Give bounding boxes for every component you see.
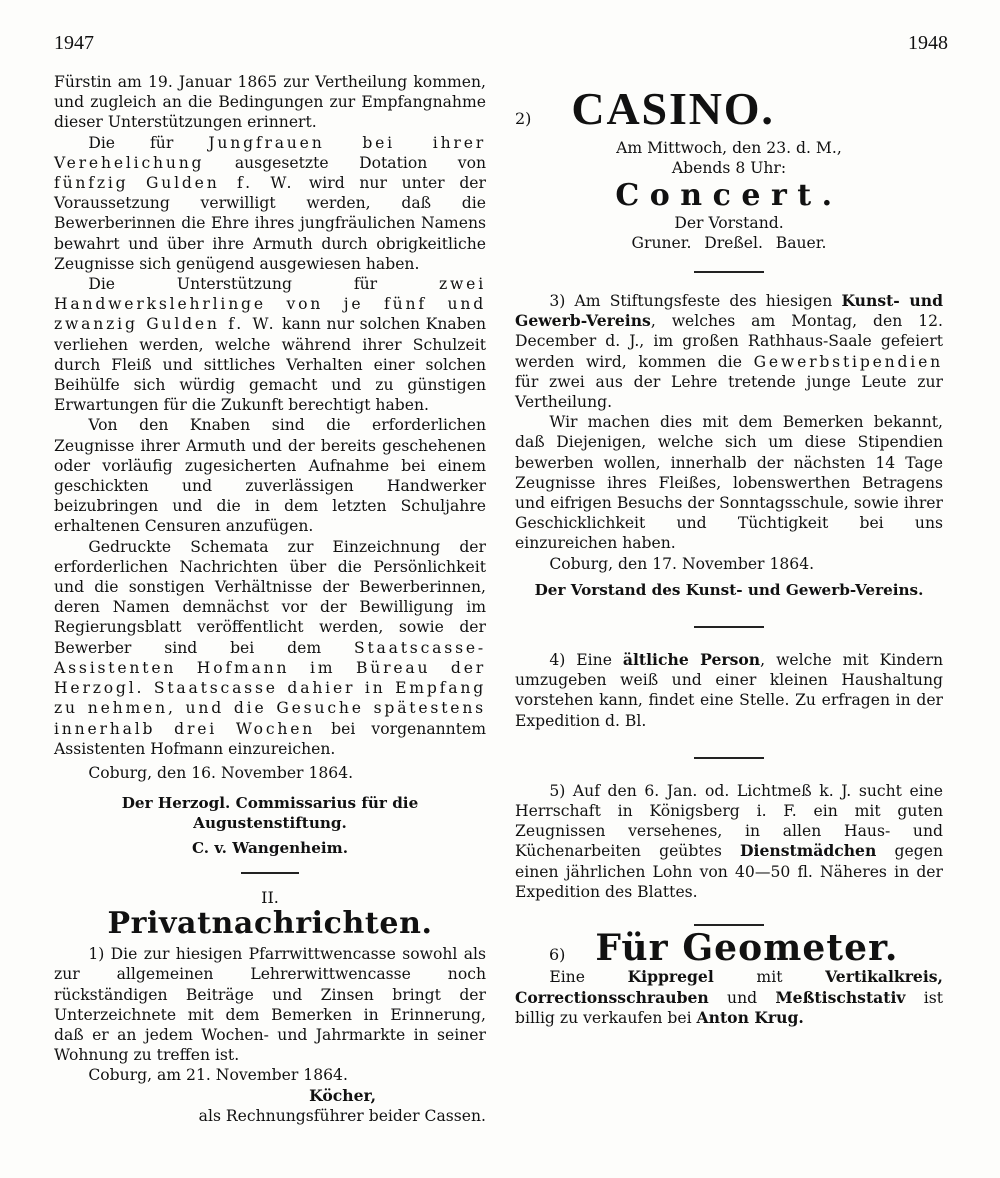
left-column [54,72,486,1126]
notice-3-signature: Der Vorstand des Kunst- und Gewerb-Vereins. [534,580,924,599]
notice-1: 1) Die zur hiesigen Pfarrwittwencasse sowohl als zur allgemeinen Lehrerwittwencasse noch rückständigen Beiträge und Zinsen bringt der Unterzeichnete mit dem Bemerken in Erinnerung, daß er an jedem Wochen- und Jahrmarkte in seiner Wohnung zu treffen ist. [54,945,486,1065]
page-number-right: 1948 [908,32,948,54]
dateline: Coburg, den 16. November 1864. [88,763,354,782]
right-column [515,72,943,1028]
paragraph-continuation: Fürstin am 19. Januar 1865 zur Vertheilung kommen, und zugleich an die Bedingungen zur Empfangnahme dieser Unterstützungen erinnert. [54,73,486,132]
notice-4: 4) Eine ältliche Person, welche mit Kindern umzugeben weiß und einer kleinen Haushaltung vorstehen kann, findet eine Stelle. Zu erfragen in der Expedition d. Bl. [515,650,943,730]
paragraph-certificates: Von den Knaben sind die erforderlichen Zeugnisse ihrer Armuth und der bereits geschehenen oder vorläufig zugesicherten Aufnahme bei einem geschickten und zuverlässigen Handwerker beizubringen und die in dem letzten Schuljahre erhaltenen Censuren anzufügen. [54,416,486,536]
notice-3-paragraph-2: Wir machen dies mit dem Bemerken bekannt, daß Diejenigen, welche sich um diese Stipendien bewerben wollen, innerhalb der nächsten 14 Tage Zeugnisse ihres Fleißes, lobenswerthen Betragens und eifrigen Besuchs der Sonntagsschule, sowie ihrer Geschicklichkeit und Tüchtigkeit bei uns einzureichen haben. [515,413,943,553]
notice-6-header [515,927,943,970]
notice-1-dateline: Coburg, am 21. November 1864. [88,1066,348,1085]
signature-name: C. v. Wangenheim. [191,838,349,857]
notice-2-number: 2) [515,109,532,128]
paragraph-forms: Gedruckte Schemata zur Einzeichnung der erforderlichen Nachrichten über die Persönlichkeit und die sonstigen Verhältnisse der Bewerberinnen, deren Namen demnächst vor der Bewilligung im Regierungsblatt veröffentlicht werden, sowie der Bewerber sind bei dem Staatscasse-Assistenten Hofmann im Büreau der Herzogl. Staatscasse dahier in Empfang zu nehmen, und die Gesuche spätestens innerhalb drei Wochen bei vorgenanntem Assistenten Hofmann einzureichen. [54,537,486,758]
section-title: Privatnachrichten. [107,905,433,941]
notice-6: Eine Kippregel mit Vertikalkreis, Correctionsschrauben und Meßtischstativ ist billig zu verkaufen bei Anton Krug. [515,967,944,1027]
concert-title: Concert. [615,178,843,214]
divider [694,757,764,759]
divider [241,872,299,874]
divider [694,626,764,628]
notice-2-date: Am Mittwoch, den 23. d. M., [616,139,842,157]
notice-1-signature: Köcher, [309,1085,376,1105]
notice-2-time: Abends 8 Uhr: [671,159,787,178]
geometer-title: Für Geometer. [595,927,899,970]
paragraph-apprentices: Die Unterstützung für zwei Handwerkslehrlinge von je fünf und zwanzig Gulden f. W. kann nur solchen Knaben verliehen werden, welche während ihrer Schulzeit durch Fleiß und sittliches Verhalten einer solchen Beihülfe sich würdig gemacht und zu günstigen Erwartungen für die Zukunft berechtigt haben. [54,275,486,415]
notice-2-board: Der Vorstand. [674,213,784,232]
page-number-left: 1947 [54,32,94,54]
section-number: II. [261,887,279,907]
signature-commissioner: Der Herzogl. Commissarius für die Augustenstiftung. [121,794,419,833]
notice-3: 3) Am Stiftungsfeste des hiesigen Kunst- und Gewerb-Vereins, welches am Montag, den 12. December d. J., im großen Rathhaus-Saale gefeiert werden wird, kommen die Gewerbstipendien für zwei aus der Lehre tretende junge Leute zur Vertheilung. [515,291,943,412]
notice-2-header [515,83,943,134]
notice-2-names: Gruner. Dreßel. Bauer. [631,233,827,252]
notice-1-signature-role: als Rechnungsführer beider Cassen. [198,1106,486,1125]
paragraph-dotation: Die für Jungfrauen bei ihrer Verehelichung ausgesetzte Dotation von fünfzig Gulden f. W. wird nur unter der Voraussetzung verwilligt werden, daß die Bewerberinnen die Ehre ihres jungfräulichen Namens bewahrt und über ihre Armuth durch obrigkeitliche Zeugnisse sich genügend ausgewiesen haben. [54,133,486,273]
notice-5: 5) Auf den 6. Jan. od. Lichtmeß k. J. sucht eine Herrschaft in Königsberg i. F. ein mit guten Zeugnissen versehenes, in allen Haus- und Küchenarbeiten geübtes Dienstmädchen gegen einen jährlichen Lohn von 40—50 fl. Näheres in der Expedition des Blattes. [515,781,943,901]
casino-title: CASINO. [571,83,775,134]
notice-3-dateline: Coburg, den 17. November 1864. [549,554,815,573]
notice-6-number: 6) [549,945,566,965]
divider [694,271,764,273]
divider [694,924,764,926]
